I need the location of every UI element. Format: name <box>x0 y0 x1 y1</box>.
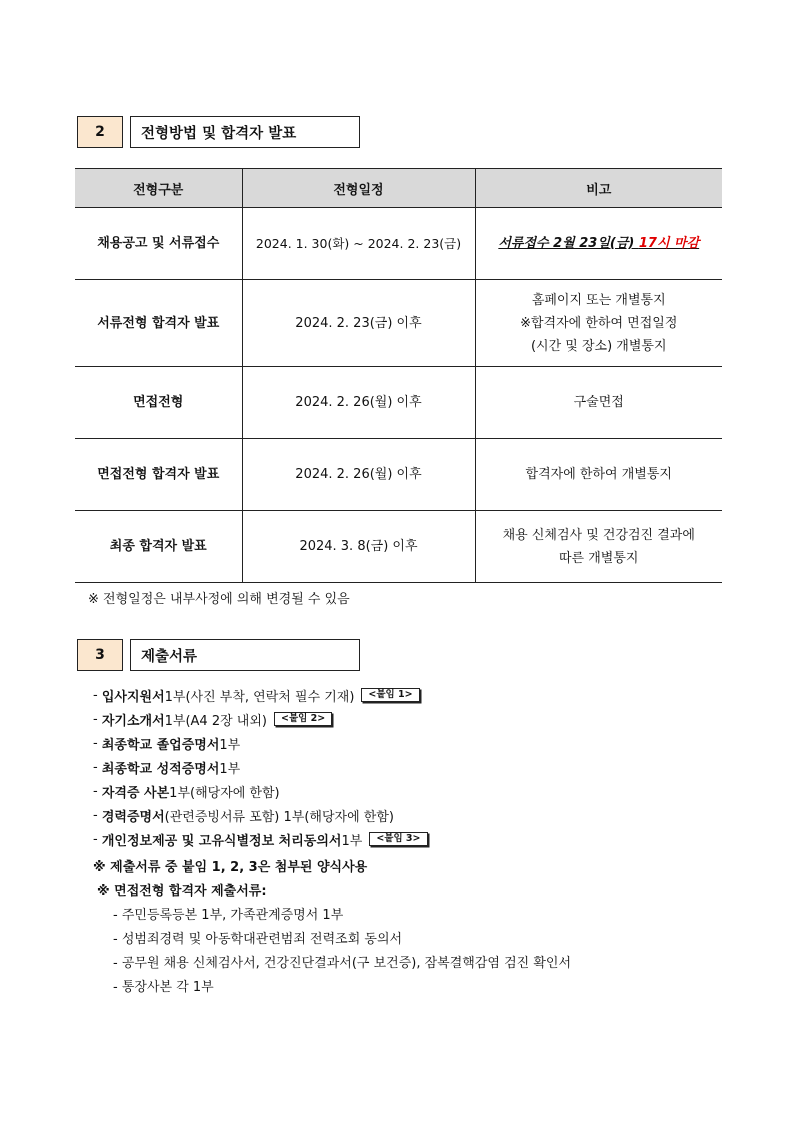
row-remark <box>475 280 722 367</box>
section-3-title: 제출서류 <box>130 639 360 671</box>
row-category: 채용공고 및 서류접수 <box>75 208 242 280</box>
document-detail: 1부(사진 부착, 연락처 필수 기재) <box>164 689 355 705</box>
document-name: 경력증명서 <box>101 809 165 825</box>
list-item <box>93 683 428 707</box>
row-category: 면접전형 <box>75 367 242 439</box>
remark-line: 따른 개별통지 <box>559 550 639 566</box>
row-schedule: 2024. 1. 30(화) ~ 2024. 2. 23(금) <box>242 208 475 280</box>
list-dash: - <box>93 759 98 775</box>
document-detail: (관련증빙서류 포함) 1부(해당자에 한함) <box>164 809 394 825</box>
row-category: 면접전형 합격자 발표 <box>75 439 242 511</box>
header-schedule: 전형일정 <box>242 169 475 208</box>
selection-schedule-table <box>75 168 722 583</box>
row-remark: 구술면접 <box>475 367 722 439</box>
section-2-title: 전형방법 및 합격자 발표 <box>130 116 360 148</box>
list-item <box>93 779 428 803</box>
required-documents-list <box>93 683 428 851</box>
section-3-header <box>77 639 360 671</box>
row-schedule: 2024. 3. 8(금) 이후 <box>242 511 475 583</box>
row-remark <box>475 208 722 280</box>
header-category: 전형구분 <box>75 169 242 208</box>
table-header-row <box>75 169 722 208</box>
list-dash: - <box>93 735 98 751</box>
remark-line: 채용 신체검사 및 건강검진 결과에 <box>502 527 695 543</box>
header-remark: 비고 <box>475 169 722 208</box>
document-name: 자기소개서 <box>101 713 165 729</box>
table-row <box>75 511 722 583</box>
list-item <box>93 803 428 827</box>
interview-documents-list <box>113 901 571 997</box>
list-item: - 통장사본 각 1부 <box>113 979 214 995</box>
document-name: 개인정보제공 및 고유식별정보 처리동의서 <box>101 833 342 849</box>
document-detail: 1부(A4 2장 내외) <box>164 713 267 729</box>
attachment-form-note: ※ 제출서류 중 붙임 1, 2, 3은 첨부된 양식사용 <box>93 860 368 875</box>
list-dash: - <box>93 807 98 823</box>
document-name: 최종학교 성적증명서 <box>101 761 220 777</box>
list-item: - 공무원 채용 신체검사서, 건강진단결과서(구 보건증), 잠복결핵감염 검진 확인서 <box>113 955 572 971</box>
list-item <box>93 827 428 851</box>
row-schedule: 2024. 2. 23(금) 이후 <box>242 280 475 367</box>
row-remark <box>475 511 722 583</box>
document-detail: 1부 <box>341 833 363 849</box>
list-item: - 주민등록등본 1부, 가족관계증명서 1부 <box>113 907 344 923</box>
list-item <box>93 707 428 731</box>
row-schedule: 2024. 2. 26(월) 이후 <box>242 439 475 511</box>
document-name: 입사지원서 <box>101 689 165 705</box>
remark-line: 홈페이지 또는 개별통지 <box>531 292 666 308</box>
list-dash: - <box>93 711 98 727</box>
section-2-number: 2 <box>77 116 123 148</box>
table-row <box>75 280 722 367</box>
schedule-change-note: ※ 전형일정은 내부사정에 의해 변경될 수 있음 <box>88 592 350 607</box>
document-name: 최종학교 졸업증명서 <box>101 737 220 753</box>
list-dash: - <box>93 687 98 703</box>
list-dash: - <box>93 831 98 847</box>
document-detail: 1부 <box>219 761 241 777</box>
attachment-badge: <붙임 1> <box>361 688 419 702</box>
list-dash: - <box>93 783 98 799</box>
row-remark: 합격자에 한하여 개별통지 <box>475 439 722 511</box>
interview-documents-title: ※ 면접전형 합격자 제출서류: <box>97 884 267 899</box>
deadline-time: 17시 마감 <box>638 236 700 251</box>
remark-line: (시간 및 장소) 개별통지 <box>530 338 667 354</box>
remark-line: ※합격자에 한하여 면접일정 <box>520 315 678 331</box>
document-detail: 1부 <box>219 737 241 753</box>
section-3-number: 3 <box>77 639 123 671</box>
attachment-badge: <붙임 3> <box>369 832 427 846</box>
deadline-prefix: 서류접수 2월 23일(금) <box>498 236 639 251</box>
table-row <box>75 208 722 280</box>
row-schedule: 2024. 2. 26(월) 이후 <box>242 367 475 439</box>
deadline-text <box>498 236 699 251</box>
list-item <box>93 731 428 755</box>
row-category: 서류전형 합격자 발표 <box>75 280 242 367</box>
document-name: 자격증 사본 <box>101 785 170 801</box>
list-item: - 성범죄경력 및 아동학대관련범죄 전력조회 동의서 <box>113 931 403 947</box>
list-item <box>93 755 428 779</box>
document-detail: 1부(해당자에 한함) <box>169 785 280 801</box>
row-category: 최종 합격자 발표 <box>75 511 242 583</box>
section-2-header <box>77 116 360 148</box>
attachment-badge: <붙임 2> <box>274 712 332 726</box>
table-row <box>75 439 722 511</box>
table-row <box>75 367 722 439</box>
